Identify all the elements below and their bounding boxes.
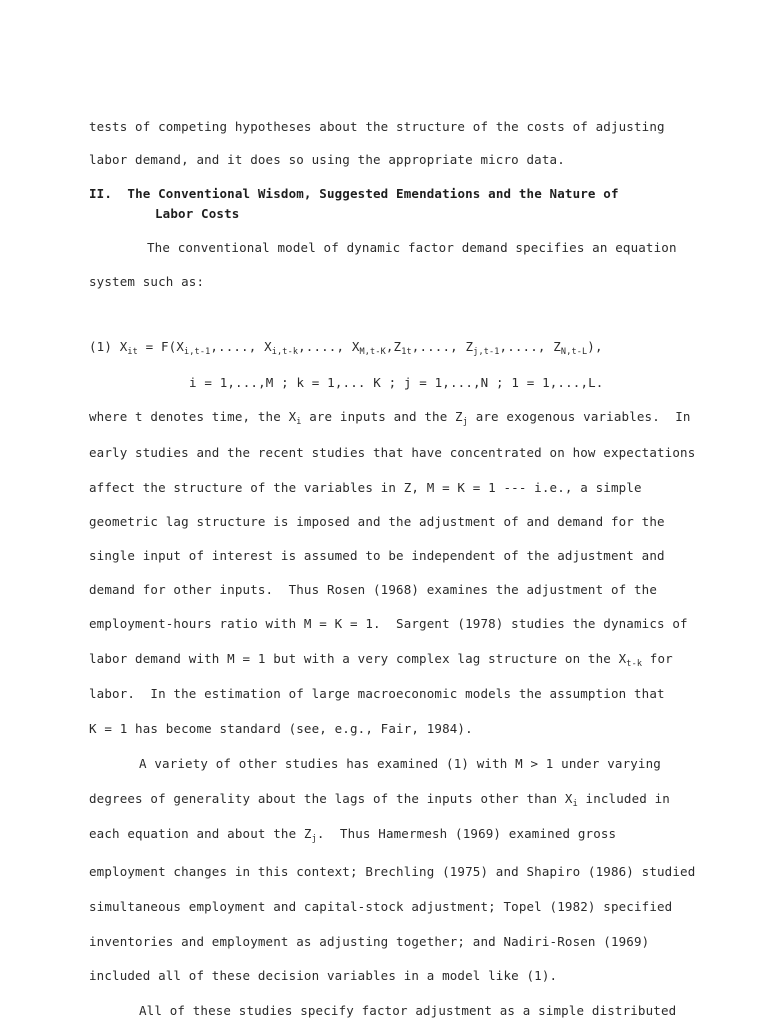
text-line: system such as: [89,274,205,289]
text-line: employment changes in this context; Brechling (1975) and Shapiro (1986) studied [89,864,696,879]
section-heading [89,186,619,202]
text-line: where t denotes time, the $X_i$ are inputs and the $Z_j$ are exogenous variables. In [89,409,691,427]
text-line: degrees of generality about the lags of the inputs other than $X_i$ included in [89,791,670,809]
text-line: affect the structure of the variables in Z, M = K = 1 --- i.e., a simple [89,480,642,495]
paragraph-start: The conventional model of dynamic factor demand specifies an equation [147,240,677,255]
text-line: early studies and the recent studies that have concentrated on how expectations [89,445,696,460]
section-number: II. [89,186,113,201]
section-title: The Conventional Wisdom, Suggested Emendations and the Nature of [127,186,619,201]
text-line: simultaneous employment and capital-stock adjustment; Topel (1982) specified [89,899,673,914]
section-title-continued: Labor Costs [155,206,240,221]
text-line: K = 1 has become standard (see, e.g., Fair, 1984). [89,721,473,736]
text-line: tests of competing hypotheses about the structure of the costs of adjusting [89,119,665,134]
text-line: labor demand, and it does so using the appropriate micro data. [89,152,565,167]
text-line: labor. In the estimation of large macroeconomic models the assumption that [89,686,665,701]
equation: (1) $X_{it} = F(X_{i,t-1}$,...., $X_{i,t-k}$,...., $X_{M,t-K},Z_{1t}$,...., $Z_{j,t-1}$,...., $Z_{N,t-L}$), [89,339,603,357]
equation-indices: i = 1,...,M ; k = 1,... K ; j = 1,...,N ; 1 = 1,...,L. [189,375,604,390]
paragraph-start: A variety of other studies has examined (1) with M > 1 under varying [139,756,661,771]
equation-number: (1) [89,339,113,354]
text-line: demand for other inputs. Thus Rosen (1968) examines the adjustment of the [89,582,657,597]
text-line: each equation and about the $Z_j$. Thus Hamermesh (1969) examined gross [89,826,617,844]
text-line: labor demand with M = 1 but with a very complex lag structure on the $X_{t-k}$ for [89,651,673,669]
text-line: geometric lag structure is imposed and the adjustment of and demand for the [89,514,665,529]
text-line: inventories and employment as adjusting together; and Nadiri-Rosen (1969) [89,934,650,949]
paragraph-start: All of these studies specify factor adjustment as a simple distributed [139,1003,677,1018]
text-line: employment-hours ratio with M = K = 1. Sargent (1978) studies the dynamics of [89,616,688,631]
text-line: included all of these decision variables in a model like (1). [89,968,558,983]
text-line: single input of interest is assumed to be independent of the adjustment and [89,548,665,563]
